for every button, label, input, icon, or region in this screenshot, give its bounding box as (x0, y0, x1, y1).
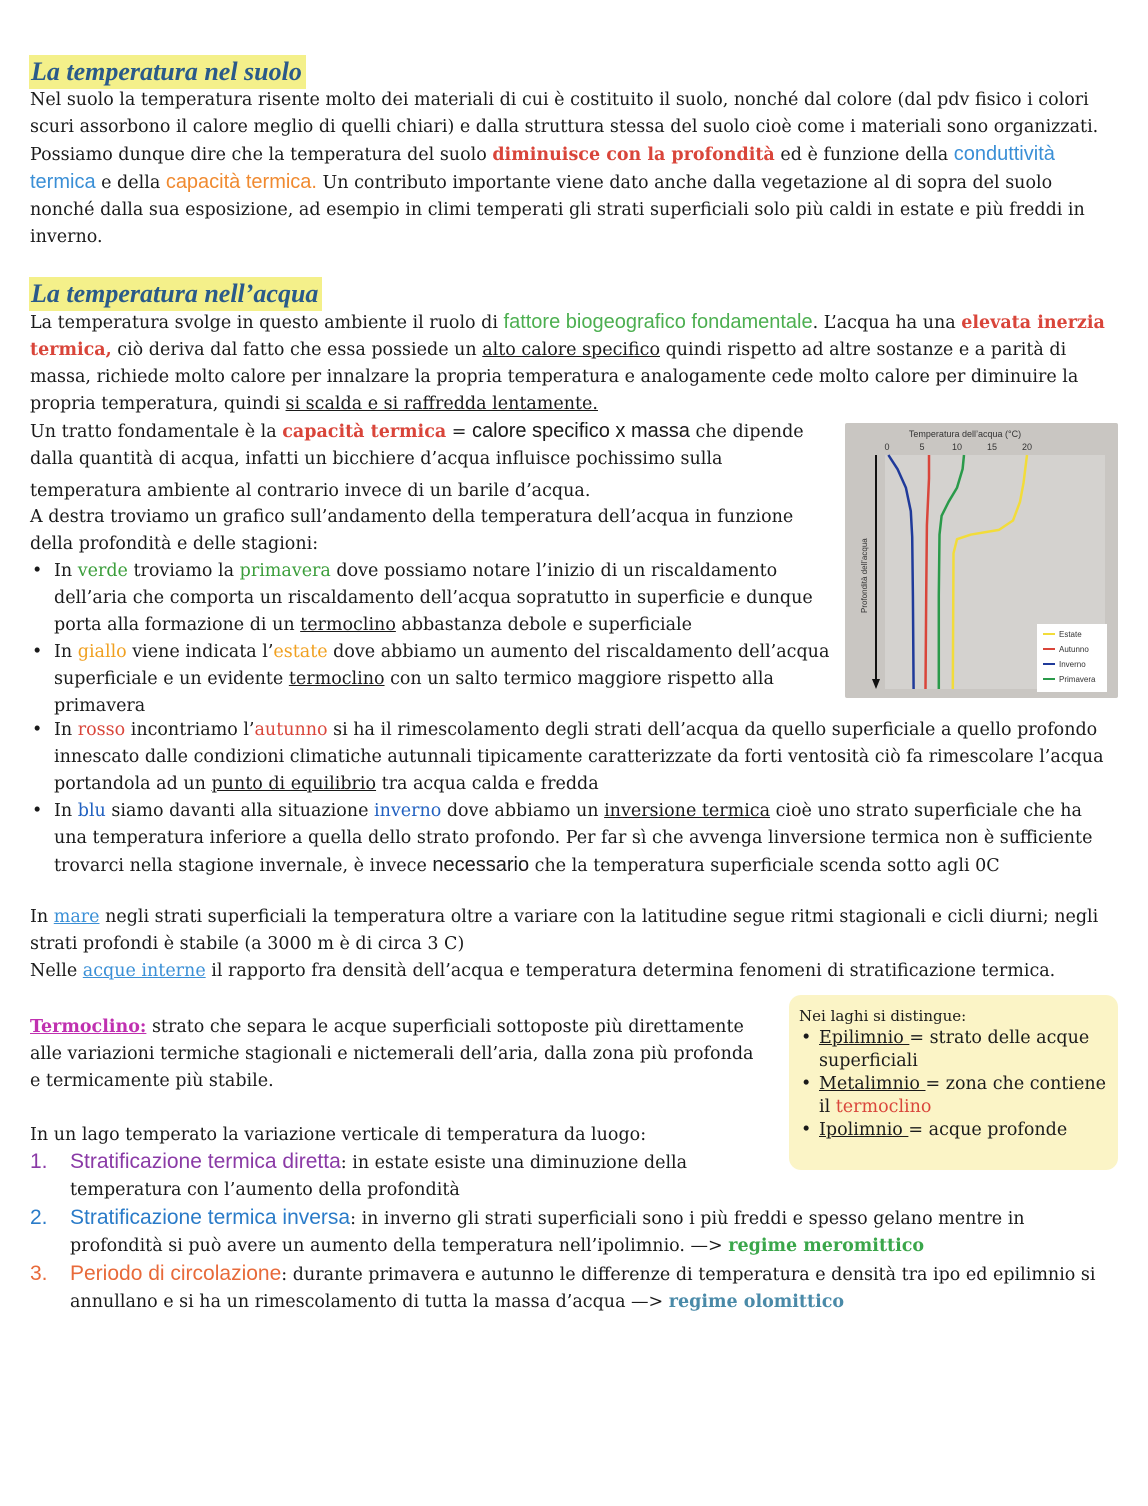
x-tick-label: 0 (884, 442, 890, 452)
term-fattore-biogeografico: fattore biogeografico fondamentale (503, 311, 813, 333)
emphasis-diminuisce: diminuisce con la profondità (492, 145, 775, 165)
list-item: • In giallo viene indicata l’estate dove abbiamo un aumento del riscaldamento dell’acqua superficiale e un evidente termoclino con un salto termico maggiore rispetto alla primavera (30, 639, 830, 720)
chart-title: Temperatura dell’acqua (°C) (908, 429, 1022, 439)
link-acque-interne: acque interne (82, 961, 206, 981)
water-temperature-chart (845, 423, 1118, 698)
paragraph-acque-interne: Nelle acque interne il rapporto fra densità dell’acqua e temperatura determina fenomeni di stratificazione termica. (30, 961, 1056, 981)
term-calore-specifico: alto calore specifico (482, 340, 660, 360)
paragraph-acqua-2b: temperatura ambiente al contrario invece di un barile d’acqua. (30, 481, 591, 501)
paragraph-acqua-3: A destra troviamo un grafico sull’andamento della temperatura dell’acqua in funzione della profondità e delle stagioni: (30, 507, 794, 554)
x-tick-label: 10 (951, 442, 963, 452)
term-capacita-termica: capacità termica (282, 422, 447, 442)
list-item: • Epilimnio = strato delle acque superficiali (799, 1027, 1109, 1073)
x-tick-label: 15 (986, 442, 998, 452)
termoclino-label: Termoclino: (30, 1017, 147, 1037)
x-tick-label: 5 (919, 442, 925, 452)
term-inerzia-termica: elevata inerzia termica, (30, 313, 1105, 360)
list-item: • Metalimnio = zona che contiene il termoclino (799, 1073, 1109, 1119)
list-item: • In blu siamo davanti alla situazione inverno dove abbiamo un inversione termica cioè uno strato superficiale che ha una temperatura inferiore a quella dello strato profondo. Per far sì che avvenga linversione termica non è sufficiente trovarci nella stagione invernale, è invece necessario che la temperatura superficiale scenda sotto agli 0C (30, 798, 1120, 880)
paragraph-acqua-2: Un tratto fondamentale è la capacità termica = calore specifico x massa che dipende dalla quantità di acqua, infatti un bicchiere d’acqua influisce pochissimo sulla (30, 420, 804, 469)
section-title-suolo: La temperatura nel suolo (29, 55, 306, 89)
lago-list (30, 1148, 1120, 1316)
lago-intro: In un lago temperato la variazione verticale di temperatura da luogo: (30, 1125, 647, 1145)
laghi-list (799, 1027, 1109, 1142)
term-scalda-raffredda: si scalda e si raffredda lentamente. (285, 394, 598, 414)
legend-label-estate: Estate (1059, 630, 1082, 639)
term-conduttivita: conduttività termica (30, 143, 1055, 193)
season-list (30, 558, 830, 720)
laghi-box (789, 995, 1118, 1170)
termoclino-definition: Termoclino: strato che separa le acque superficiali sottoposte più direttamente alle variazioni termiche stagionali e nictemerali dell’aria, dalla zona più profonda e termicamente più stabile. (30, 1017, 754, 1091)
term-capacita: capacità termica. (165, 171, 317, 193)
paragraph-mare: In mare negli strati superficiali la temperatura oltre a variare con la latitudine segue ritmi stagionali e cicli diurni; negli strati profondi è stabile (a 3000 m è di circa 3 C) (30, 907, 1099, 954)
chart-ylabel: Profondità dell’acqua (860, 538, 869, 613)
legend-label-primavera: Primavera (1059, 675, 1096, 684)
legend-label-autunno: Autunno (1059, 645, 1089, 654)
season-list-2 (30, 717, 1120, 880)
section-title-acqua: La temperatura nell’acqua (29, 277, 322, 311)
link-mare: mare (53, 907, 100, 927)
list-item: 2. Stratificazione termica inversa: in inverno gli strati superficiali sono i più freddi e spesso gelano mentre in profondità si può avere un aumento della temperatura nell’ipolimnio. —> regime meromittico (30, 1206, 1025, 1256)
x-tick-label: 20 (1021, 442, 1033, 452)
chart-svg (845, 423, 1118, 698)
list-item: 3. Periodo di circolazione: durante primavera e autunno le differenze di temperatura e densità tra ipo ed epilimnio si annullano e si ha un rimescolamento di tutta la massa d’acqua —> regime olomittico (30, 1262, 1096, 1312)
laghi-intro: Nei laghi si distingue: (799, 1007, 967, 1025)
list-item: • Ipolimnio = acque profonde (799, 1119, 1109, 1142)
list-item: 1. Stratificazione termica diretta: in estate esiste una diminuzione della temperatura con l’aumento della profondità (30, 1150, 688, 1200)
depth-arrow-head (872, 679, 880, 689)
paragraph-suolo: Nel suolo la temperatura risente molto dei materiali di cui è costituito il suolo, nonché dal colore (dal pdv fisico i colori scuri assorbono il calore meglio di quelli chiari) e dalla struttura stessa del suolo cioè come i materiali sono organizzati. Possiamo dunque dire che la temperatura del suolo diminuisce con la profondità ed è funzione della conduttività termica e della capacità termica. Un contributo importante viene dato anche dalla vegetazione al di sopra del suolo nonché dalla sua esposizione, ad esempio in climi temperati gli strati superficiali solo più caldi in estate e più freddi in inverno. (30, 90, 1099, 247)
formula-calore-massa: calore specifico x massa (472, 420, 690, 442)
list-item: • In rosso incontriamo l’autunno si ha il rimescolamento degli strati dell’acqua da quello superficiale a quello profondo innescato dalle condizioni climatiche autunnali tipicamente caratterizzate da forti ventosità ciò fa rimescolare l’acqua portandola ad un punto di equilibrio tra acqua calda e fredda (30, 717, 1120, 798)
list-item: • In verde troviamo la primavera dove possiamo notare l’inizio di un riscaldamento dell’aria che comporta un riscaldamento dell’acqua sopratutto in superficie e dunque porta alla formazione di un termoclino abbastanza debole e superficiale (30, 558, 830, 639)
paragraph-acqua-1: La temperatura svolge in questo ambiente il ruolo di fattore biogeografico fondamentale. L’acqua ha una elevata inerzia termica, ciò deriva dal fatto che essa possiede un alto calore specifico quindi rispetto ad altre sostanze e a parità di massa, richiede molto calore per innalzare la propria temperatura e analogamente cede molto calore per diminuire la propria temperatura, quindi si scalda e si raffredda lentamente. (30, 311, 1105, 414)
legend-label-inverno: Inverno (1059, 660, 1086, 669)
